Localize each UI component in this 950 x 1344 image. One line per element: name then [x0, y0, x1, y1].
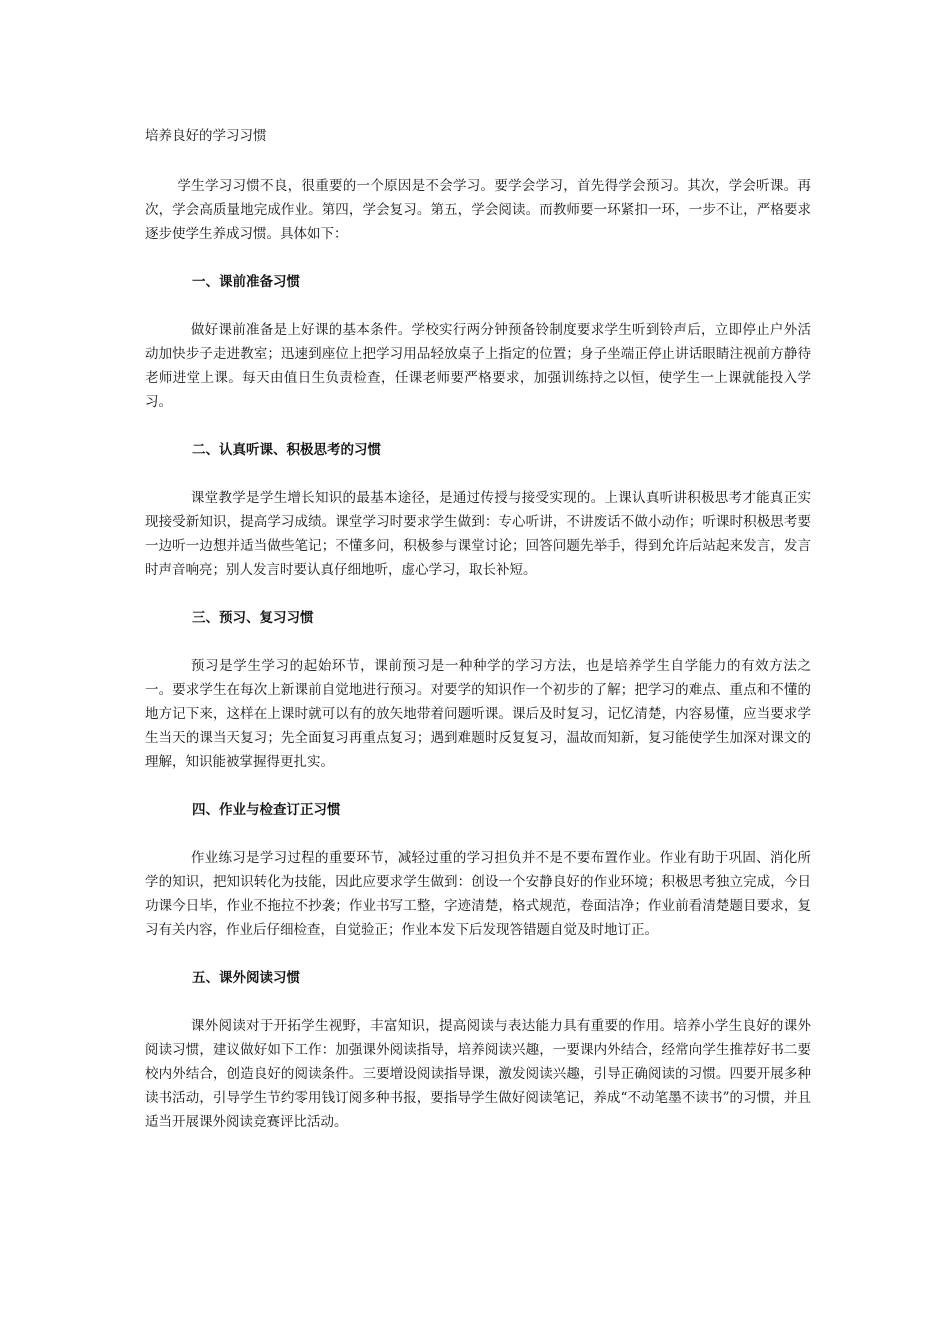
document-title: 培养良好的学习习惯: [145, 128, 267, 144]
section-body-2: 课堂教学是学生增长知识的最基本途径，是通过传授与接受实现的。上课认真听讲积极思考才能真正实现接受新知识，提高学习成绩。课堂学习时要求学生做到：专心听讲，不讲废话不做小动作；听课时积极思考要一边听一边想并适当做些笔记；不懂多问，积极参与课堂讨论；回答问题先举手，得到允许后站起来发言，发言时声音响亮；别人发言时要认真仔细地听，虚心学习，取长补短。: [145, 490, 811, 578]
section-body-5: 课外阅读对于开拓学生视野，丰富知识，提高阅读与表达能力具有重要的作用。培养小学生良好的课外阅读习惯，建议做好如下工作：加强课外阅读指导，培养阅读兴趣，一要课内外结合，经常向学生推荐好书二要校内外结合，创造良好的阅读条件。三要增设阅读指导课，激发阅读兴趣，引导正确阅读的习惯。四要开展多种读书活动，引导学生节约零用钱订阅多种书报，要指导学生做好阅读笔记，养成“不动笔墨不读书”的习惯，并且适当开展课外阅读竞赛评比活动。: [145, 1018, 811, 1130]
section-body-3: 预习是学生学习的起始环节，课前预习是一种种学的学习方法，也是培养学生自学能力的有效方法之一。要求学生在每次上新课前自觉地进行预习。对要学的知识作一个初步的了解；把学习的难点、重点和不懂的地方记下来，这样在上课时就可以有的放矢地带着问题听课。课后及时复习，记忆清楚，内容易懂，应当要求学生当天的课当天复习；先全面复习再重点复习；遇到难题时反复复习，温故而知新，复习能使学生加深对课文的理解，知识能被掌握得更扎实。: [145, 658, 811, 770]
document-page: [145, 124, 811, 1158]
section-body-1: 做好课前准备是上好课的基本条件。学校实行两分钟预备铃制度要求学生听到铃声后，立即停止户外活动加快步子走进教室；迅速到座位上把学习用品轻放桌子上指定的位置；身子坐端正停止讲话眼睛注视前方静待老师进堂上课。每天由值日生负责检查，任课老师要严格要求，加强训练持之以恒，使学生一上课就能投入学习。: [145, 322, 811, 410]
intro-paragraph: 学生学习习惯不良，很重要的一个原因是不会学习。要学会学习，首先得学会预习。其次，学会听课。再次，学会高质量地完成作业。第四，学会复习。第五，学会阅读。而教师要一环紧扣一环，一步不让，严格要求逐步使学生养成习惯。具体如下：: [145, 178, 811, 242]
section-heading-1: 一、课前准备习惯: [192, 274, 300, 290]
section-body-4: 作业练习是学习过程的重要环节，减轻过重的学习担负并不是不要布置作业。作业有助于巩固、消化所学的知识，把知识转化为技能，因此应要求学生做到：创设一个安静良好的作业环境；积极思考独立完成，今日功课今日毕，作业不拖拉不抄袭；作业书写工整，字迹清楚，格式规范，卷面洁净；作业前看清楚题目要求，复习有关内容，作业后仔细检查，自觉验正；作业本发下后发现答错题自觉及时地订正。: [145, 850, 811, 938]
section-heading-2: 二、认真听课、积极思考的习惯: [192, 442, 381, 458]
section-heading-5: 五、课外阅读习惯: [192, 970, 300, 986]
section-heading-4: 四、作业与检查订正习惯: [192, 802, 341, 818]
section-heading-3: 三、预习、复习习惯: [192, 610, 314, 626]
